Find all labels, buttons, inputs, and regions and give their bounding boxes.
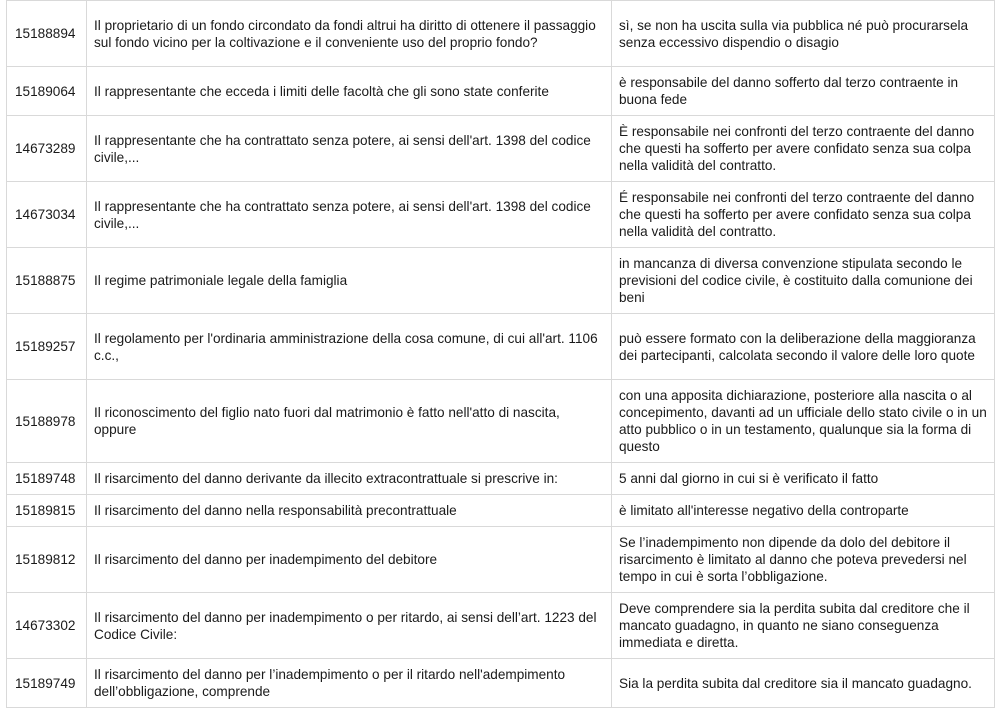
- row-answer: 5 anni dal giorno in cui si è verificato il fatto: [612, 463, 995, 495]
- table-row: [7, 659, 995, 708]
- row-question: Il risarcimento del danno per inadempimento del debitore: [87, 527, 612, 593]
- row-id: 15189812: [7, 527, 87, 593]
- table-row: [7, 116, 995, 182]
- table-row: [7, 314, 995, 380]
- questions-table: [6, 0, 995, 708]
- row-answer: È responsabile nei confronti del terzo contraente del danno che questi ha sofferto per avere confidato senza sua colpa nella validità del contratto.: [612, 116, 995, 182]
- row-id: 14673034: [7, 182, 87, 248]
- table-row: [7, 527, 995, 593]
- row-id: 15188894: [7, 1, 87, 67]
- row-question: Il regolamento per l'ordinaria amministrazione della cosa comune, di cui all'art. 1106 c.c.,: [87, 314, 612, 380]
- row-question: Il rappresentante che ecceda i limiti delle facoltà che gli sono state conferite: [87, 67, 612, 116]
- row-answer: è responsabile del danno sofferto dal terzo contraente in buona fede: [612, 67, 995, 116]
- row-answer: Se l’inadempimento non dipende da dolo del debitore il risarcimento è limitato al danno che poteva prevedersi nel tempo in cui è sorta l’obbligazione.: [612, 527, 995, 593]
- table-row: [7, 463, 995, 495]
- row-question: Il proprietario di un fondo circondato da fondi altrui ha diritto di ottenere il passaggio sul fondo vicino per la coltivazione e il conveniente uso del proprio fondo?: [87, 1, 612, 67]
- table-row: [7, 67, 995, 116]
- row-question: Il riconoscimento del figlio nato fuori dal matrimonio è fatto nell'atto di nascita, oppure: [87, 380, 612, 463]
- row-id: 15189749: [7, 659, 87, 708]
- row-id: 15189257: [7, 314, 87, 380]
- table-row: [7, 380, 995, 463]
- row-answer: può essere formato con la deliberazione della maggioranza dei partecipanti, calcolata secondo il valore delle loro quote: [612, 314, 995, 380]
- table-row: [7, 495, 995, 527]
- row-answer: É responsabile nei confronti del terzo contraente del danno che questi ha sofferto per avere confidato senza sua colpa nella validità del contratto.: [612, 182, 995, 248]
- row-id: 14673302: [7, 593, 87, 659]
- row-answer: Deve comprendere sia la perdita subita dal creditore che il mancato guadagno, in quanto ne siano conseguenza immediata e diretta.: [612, 593, 995, 659]
- row-question: Il risarcimento del danno derivante da illecito extracontrattuale si prescrive in:: [87, 463, 612, 495]
- row-question: Il risarcimento del danno nella responsabilità precontrattuale: [87, 495, 612, 527]
- table-row: [7, 182, 995, 248]
- table-row: [7, 593, 995, 659]
- row-id: 15189748: [7, 463, 87, 495]
- row-answer: è limitato all'interesse negativo della controparte: [612, 495, 995, 527]
- row-id: 14673289: [7, 116, 87, 182]
- row-answer: sì, se non ha uscita sulla via pubblica né può procurarsela senza eccessivo dispendio o disagio: [612, 1, 995, 67]
- row-question: Il regime patrimoniale legale della famiglia: [87, 248, 612, 314]
- row-id: 15189815: [7, 495, 87, 527]
- row-answer: Sia la perdita subita dal creditore sia il mancato guadagno.: [612, 659, 995, 708]
- table-row: [7, 1, 995, 67]
- row-id: 15188978: [7, 380, 87, 463]
- row-answer: con una apposita dichiarazione, posteriore alla nascita o al concepimento, davanti ad un ufficiale dello stato civile o in un atto pubblico o in un testamento, qualunque sia la forma di questo: [612, 380, 995, 463]
- table-row: [7, 248, 995, 314]
- row-question: Il risarcimento del danno per inadempimento o per ritardo, ai sensi dell’art. 1223 del Codice Civile:: [87, 593, 612, 659]
- row-question: Il risarcimento del danno per l’inadempimento o per il ritardo nell'adempimento dell’obbligazione, comprende: [87, 659, 612, 708]
- row-question: Il rappresentante che ha contrattato senza potere, ai sensi dell'art. 1398 del codice civile,...: [87, 182, 612, 248]
- row-id: 15188875: [7, 248, 87, 314]
- row-id: 15189064: [7, 67, 87, 116]
- row-question: Il rappresentante che ha contrattato senza potere, ai sensi dell'art. 1398 del codice civile,...: [87, 116, 612, 182]
- row-answer: in mancanza di diversa convenzione stipulata secondo le previsioni del codice civile, è costituito dalla comunione dei beni: [612, 248, 995, 314]
